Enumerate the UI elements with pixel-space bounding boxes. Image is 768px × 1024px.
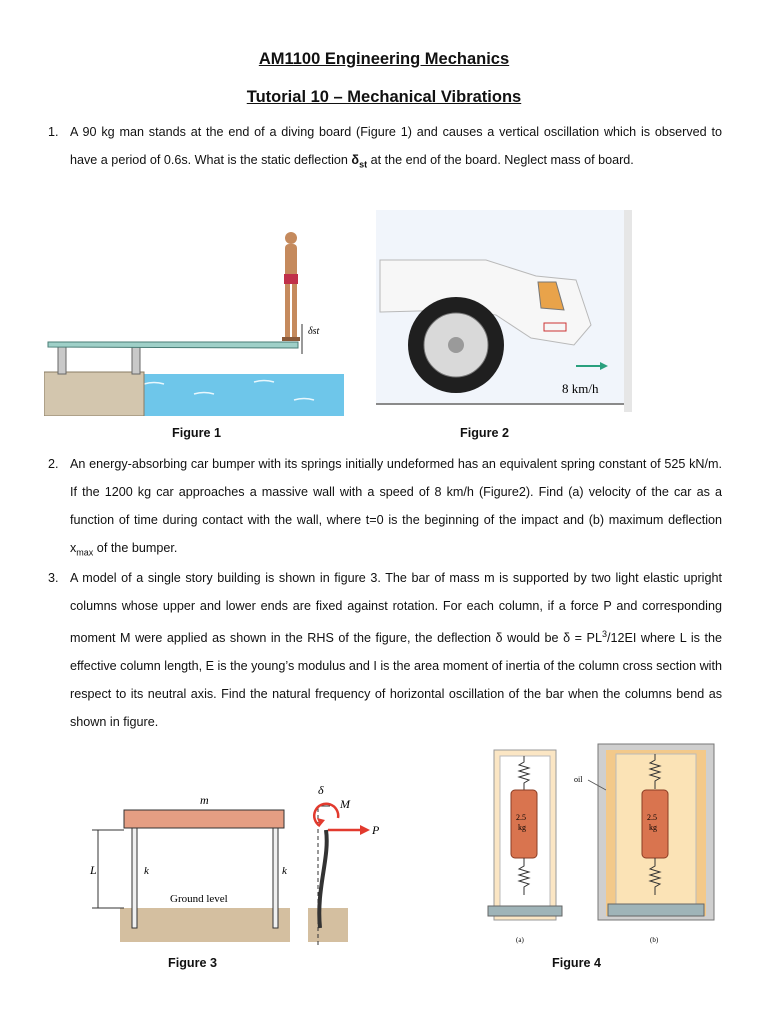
xmax-subscript: max <box>76 547 94 558</box>
fig3-moment-label: M <box>340 797 350 811</box>
question-number: 2. <box>48 457 59 471</box>
question-text: An energy-absorbing car bumper with its springs initially undeformed has an equivalent spring constant of 525 kN/m. If the 1200 kg car approaches a massive wall with a speed of 8 km/h (Figure2). Find (a) velocity of the car as a function of time during contact with the wall, where t=0 is the beginning of the impact and (b) maximum deflection x <box>70 457 722 555</box>
question-number: 1. <box>48 125 59 139</box>
fig2-speed-label: 8 km/h <box>562 381 599 396</box>
fig3-length-label: L <box>90 863 97 877</box>
fig3-k-right: k <box>282 865 287 877</box>
question-text: A 90 kg man stands at the end of a diving board (Figure 1) and causes a vertical oscillation which is observed to have a period of 0.6s. What is the static deflection <box>70 125 722 167</box>
figure-3-caption: Figure 3 <box>168 956 217 970</box>
figure-2-car <box>376 210 632 412</box>
figure-4-mass-spring <box>478 742 722 948</box>
course-title: AM1100 Engineering Mechanics <box>258 50 510 68</box>
fig4b-mass-value: 2.5 <box>647 813 657 822</box>
question-3 <box>48 564 722 736</box>
question-text-end: of the bumper. <box>93 541 178 555</box>
fig4b-label: (b) <box>650 936 659 944</box>
figure-4-caption: Figure 4 <box>552 956 601 970</box>
question-text-end: /12EI where L is the effective column length, E is the young’s modulus and I is the area moment of inertia of the column cross section with respect to its neutral axis. Find the natural frequency of horizontal oscillation of the bar when the columns bend as shown in figure. <box>70 631 722 730</box>
fig4b-mass-unit: kg <box>649 823 657 832</box>
question-text: A model of a single story building is shown in figure 3. The bar of mass m is supported by two light elastic upright columns whose upper and lower ends are fixed against rotation. For each column, if a force P and corresponding moment M were applied as shown in the RHS of the figure, the deflection δ would be δ = PL <box>70 571 722 646</box>
question-2 <box>48 450 722 567</box>
fig4a-mass-value: 2.5 <box>516 813 526 822</box>
fig4a-mass-unit: kg <box>518 823 526 832</box>
figure-1-diving-board <box>44 224 344 416</box>
delta-subscript: st <box>359 159 368 170</box>
fig1-delta-label: δst <box>308 326 320 337</box>
question-text-end: at the end of the board. Neglect mass of board. <box>367 153 634 167</box>
figure-2-caption: Figure 2 <box>460 426 509 440</box>
figure-1-caption: Figure 1 <box>172 426 221 440</box>
delta-symbol: δ <box>351 153 360 167</box>
fig3-k-left: k <box>144 865 149 877</box>
fig3-ground-label: Ground level <box>170 893 228 905</box>
question-1 <box>48 118 722 179</box>
tutorial-title: Tutorial 10 – Mechanical Vibrations <box>246 88 522 106</box>
fig3-mass-label: m <box>200 793 209 807</box>
cube-superscript: 3 <box>601 629 607 639</box>
fig4a-label: (a) <box>516 936 524 944</box>
fig3-force-label: P <box>372 823 380 837</box>
question-number: 3. <box>48 571 59 585</box>
figure-3-building <box>80 778 380 950</box>
fig3-delta-label: δ <box>318 783 324 797</box>
fig4-oil-label: oil <box>574 775 583 784</box>
diver-icon <box>282 232 300 341</box>
